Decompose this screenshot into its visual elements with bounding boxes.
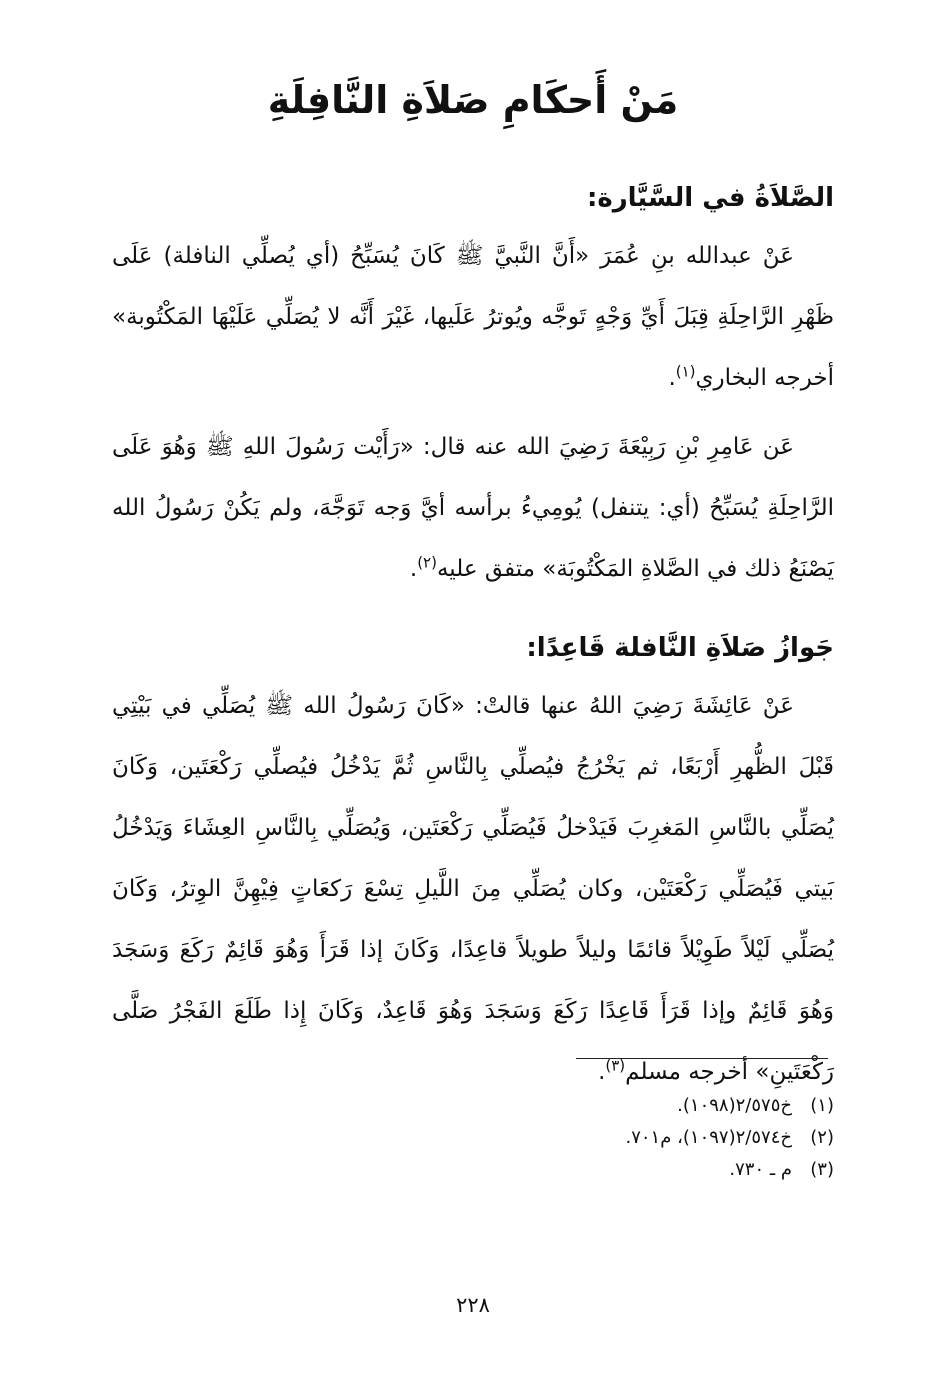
footnotes-list [334, 1090, 834, 1186]
footnote-text: خ٢/٥٧٤(١٠٩٧)، م٧٠١. [625, 1127, 792, 1148]
footnote-text: خ٢/٥٧٥(١٠٩٨). [677, 1095, 792, 1116]
hadith-paragraph-ibn-umar: عَنْ عبدالله بنِ عُمَرَ «أَنَّ النَّبيَّ ﷺ كَانَ يُسَبِّحُ (أي يُصلِّي النافلة) عَلَى ظَهْرِ الرَّاحِلَةِ قِبَلَ أَيِّ وَجْهٍ تَوجَّه ويُوترُ عَلَيها، غَيْرَ أَنَّه لا يُصَلِّي عَلَيْهَا المَكْتُوبة» أخرجه البخاري$^{(١)}$. [112, 243, 834, 391]
footnote-item [334, 1090, 834, 1122]
footnote-ref: (١) [675, 362, 696, 381]
hadith-paragraph-aisha: عَنْ عَائِشَةَ رَضِيَ اللهُ عنها قالتْ: «كَانَ رَسُولُ الله ﷺ يُصَلِّي في بَيْتِي قَبْلَ الظُّهرِ أَرْبَعًا، ثم يَخْرُجُ فيُصلِّي بِالنَّاسِ ثُمَّ يَدْخُلُ فيُصلِّي رَكْعَتَين، وَكَانَ يُصَلِّي بالنَّاسِ المَغرِبَ فَيَدْخلُ فَيُصَلِّي رَكْعَتَين، وَيُصَلِّي بِالنَّاسِ العِشَاءَ وَيَدْخُلُ بَيتي فَيُصَلِّي رَكْعَتَيْن، وكان يُصَلِّي مِنَ اللَّيلِ تِسْعَ رَكعَاتٍ فِيْهِنَّ الوِترُ، وَكَانَ يُصَلِّي لَيْلاً طَوِيْلاً قائمًا وليلاً طويلاً قاعِدًا، وَكَانَ إذا قَرَأَ وَهُوَ قَائِمٌ رَكَعَ وَسَجَدَ وَهُوَ قَائِمٌ وإذا قَرَأَ قَاعِدًا رَكَعَ وَسَجَدَ وَهُوَ قَاعِدٌ، وَكَانَ إِذا طَلَعَ الفَجْرُ صَلَّى رَكْعَتَينِ» أخرجه مسلم$^{(٣)}$. [112, 693, 834, 1085]
footnote-ref: (٢) [417, 553, 437, 572]
section-heading-car-prayer: الصَّلاَةُ في السَّيَّارة: [586, 183, 834, 213]
footnote-number: (١) [810, 1095, 834, 1116]
section-heading-sitting-prayer: جَوازُ صَلاَةِ النَّافلة قَاعِدًا: [526, 633, 834, 663]
paragraph-text: عَنْ عَائِشَةَ رَضِيَ اللهُ عنها قالتْ: «كَانَ رَسُولُ الله ﷺ يُصَلِّي في بَيْتِي قَبْلَ الظُّهرِ أَرْبَعًا، ثم يَخْرُجُ فيُصلِّي بِالنَّاسِ ثُمَّ يَدْخُلُ فيُصلِّي رَكْعَتَين، وَكَانَ يُصَلِّي بالنَّاسِ المَغرِبَ فَيَدْخلُ فَيُصَلِّي رَكْعَتَين، وَيُصَلِّي بِالنَّاسِ العِشَاءَ وَيَدْخُلُ بَيتي فَيُصَلِّي رَكْعَتَيْن، وكان يُصَلِّي مِنَ اللَّيلِ تِسْعَ رَكعَاتٍ فِيْهِنَّ الوِترُ، وَكَانَ يُصَلِّي لَيْلاً طَوِيْلاً قائمًا وليلاً طويلاً قاعِدًا، وَكَانَ إذا قَرَأَ وَهُوَ قَائِمٌ رَكَعَ وَسَجَدَ وَهُوَ قَائِمٌ وإذا قَرَأَ قَاعِدًا رَكَعَ وَسَجَدَ وَهُوَ قَاعِدٌ، وَكَانَ إِذا طَلَعَ الفَجْرُ صَلَّى رَكْعَتَينِ» أخرجه مسلم [112, 693, 834, 1085]
footnote-number: (٣) [810, 1159, 834, 1180]
footnote-ref: (٣) [605, 1056, 626, 1075]
footnote-number: (٢) [810, 1127, 834, 1148]
hadith-paragraph-amir: عَن عَامِرِ بْنِ رَبِيْعَةَ رَضِيَ الله عنه قال: «رَأَيْت رَسُولَ اللهِ ﷺ وَهُوَ عَلَى الرَّاحِلَةِ يُسَبِّحُ (أي: يتنفل) يُومِيءُ برأسه أيَّ وَجه تَوَجَّهَ، ولم يَكُنْ رَسُولُ الله يَصْنَعُ ذلك في الصَّلاةِ المَكْتُوبَة» متفق عليه$^{(٢)}$. [112, 434, 834, 582]
page-title: مَنْ أَحكَامِ صَلاَةِ النَّافِلَةِ [267, 78, 679, 122]
main-content [112, 170, 834, 1103]
paragraph-text: عَن عَامِرِ بْنِ رَبِيْعَةَ رَضِيَ الله عنه قال: «رَأَيْت رَسُولَ اللهِ ﷺ وَهُوَ عَلَى الرَّاحِلَةِ يُسَبِّحُ (أي: يتنفل) يُومِيءُ برأسه أيَّ وَجه تَوَجَّهَ، ولم يَكُنْ رَسُولُ الله يَصْنَعُ ذلك في الصَّلاةِ المَكْتُوبَة» متفق عليه [112, 434, 834, 582]
footnote-text: م ـ ٧٣٠. [729, 1159, 792, 1180]
page-number: ٢٢٨ [456, 1293, 490, 1317]
footnote-item [334, 1154, 834, 1186]
paragraph-text: عَنْ عبدالله بنِ عُمَرَ «أَنَّ النَّبيَّ ﷺ كَانَ يُسَبِّحُ (أي يُصلِّي النافلة) عَلَى ظَهْرِ الرَّاحِلَةِ قِبَلَ أَيِّ وَجْهٍ تَوجَّه ويُوترُ عَلَيها، غَيْرَ أَنَّه لا يُصَلِّي عَلَيْهَا المَكْتُوبة» أخرجه البخاري [112, 243, 834, 391]
footnote-item [334, 1122, 834, 1154]
footnote-divider [576, 1058, 828, 1059]
